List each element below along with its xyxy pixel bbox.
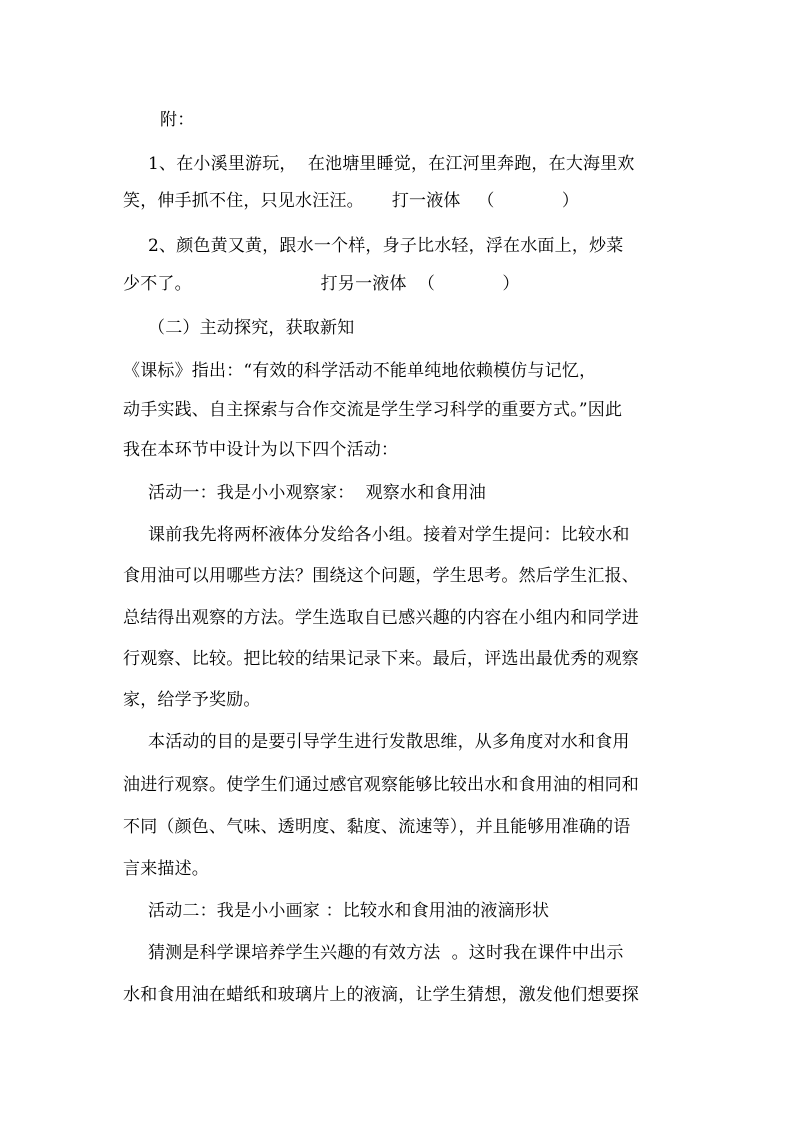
riddle-1-line-2: 笑，伸手抓不住，只见水汪汪。 打一液体 （ ） — [123, 191, 580, 211]
activity-1-title: 活动一：我是小小观察家： 观察水和食用油 — [148, 483, 487, 503]
activity-1-para-line-4: 行观察、比较。把比较的结果记录下来。最后，评选出最优秀的观察 — [123, 649, 639, 669]
section-heading: （二）主动探究，获取新知 — [148, 318, 355, 338]
purpose-line-4: 言来描述。 — [123, 859, 209, 879]
activity-2-title: 活动二：我是小小画家 ：比较水和食用油的液滴形状 — [148, 901, 550, 921]
appendix-heading: 附： — [160, 110, 195, 130]
activity-1-para-line-1: 课前我先将两杯液体分发给各小组。接着对学生提问：比较水和 — [148, 525, 630, 545]
riddle-2-line-2: 少不了。 打另一液体 （ ） — [123, 274, 520, 294]
purpose-line-3: 不同（颜色、气味、透明度、黏度、流速等），并且能够用准确的语 — [123, 817, 631, 837]
activity-2-para-line-1: 猜测是科学课培养学生兴趣的有效方法 。这时我在课件中出示 — [148, 943, 624, 963]
standard-quote-line-3: 我在本环节中设计为以下四个活动： — [123, 440, 399, 460]
standard-quote-line-1: 《课标》指出：“有效的科学活动不能单纯地依赖模仿与记忆， — [123, 361, 597, 381]
activity-1-para-line-3: 总结得出观察的方法。学生选取自已感兴趣的内容在小组内和同学进 — [123, 608, 639, 628]
purpose-line-2: 油进行观察。使学生们通过感官观察能够比较出水和食用油的相同和 — [123, 775, 639, 795]
standard-quote-line-2: 动手实践、自主探索与合作交流是学生学习科学的重要方式。”因此 — [123, 400, 623, 420]
riddle-2-line-1: 2、颜色黄又黄，跟水一个样，身子比水轻，浮在水面上，炒菜 — [148, 236, 624, 256]
riddle-1-line-1: 1、在小溪里游玩， 在池塘里睡觉，在江河里奔跑，在大海里欢 — [148, 154, 635, 174]
purpose-line-1: 本活动的目的是要引导学生进行发散思维，从多角度对水和食用 — [148, 732, 630, 752]
activity-2-para-line-2: 水和食用油在蜡纸和玻璃片上的液滴，让学生猜想，激发他们想要探 — [123, 985, 639, 1005]
activity-1-para-line-5: 家，给学予奖励。 — [123, 690, 261, 710]
activity-1-para-line-2: 食用油可以用哪些方法？围绕这个问题，学生思考。然后学生汇报、 — [123, 566, 639, 586]
